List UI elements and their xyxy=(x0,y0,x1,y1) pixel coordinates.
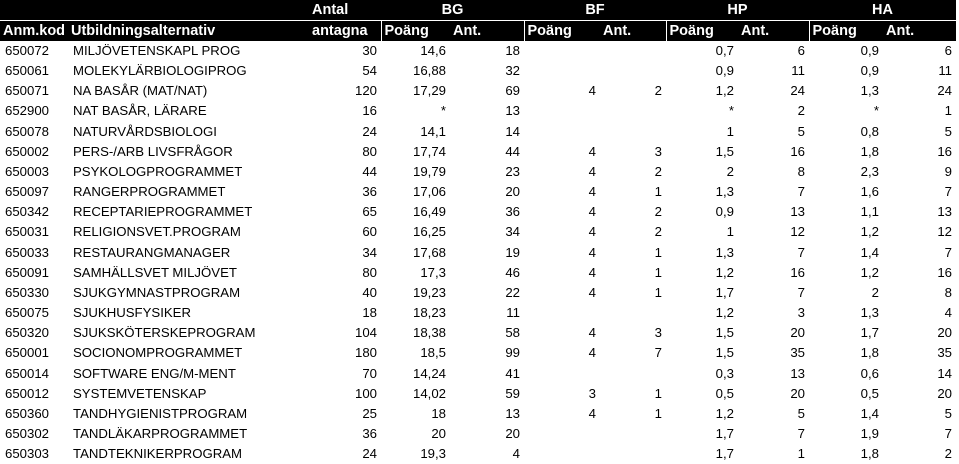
table-row xyxy=(0,162,956,182)
bf-ant-cell: 1 xyxy=(654,405,662,421)
bg-ant-cell: 14 xyxy=(505,123,520,139)
antal-cell: 65 xyxy=(362,204,377,220)
hp-poang-cell: 1,5 xyxy=(715,345,734,361)
bf-poang-cell: 4 xyxy=(588,204,596,220)
name-cell: RANGERPROGRAMMET xyxy=(73,184,226,200)
bg-ant-cell: 13 xyxy=(505,103,520,119)
ha-ant-cell: 5 xyxy=(944,123,953,139)
name-cell: TANDTEKNIKERPROGRAM xyxy=(73,446,243,462)
bf-ant-cell xyxy=(600,444,666,464)
name-cell: TANDLÄKARPROGRAMMET xyxy=(73,425,248,441)
hp-ant-cell: 16 xyxy=(790,143,805,159)
bg-ant-cell: 41 xyxy=(505,365,520,381)
header-ha-ant: Ant. xyxy=(883,21,956,42)
ha-poang-cell: 1,4 xyxy=(860,405,879,421)
bf-poang-cell xyxy=(524,444,600,464)
antal-cell: 30 xyxy=(362,43,377,58)
table-row xyxy=(0,142,956,162)
ha-poang-cell: 1,7 xyxy=(860,325,879,341)
header-row-groups xyxy=(0,0,956,21)
bf-poang-cell xyxy=(524,424,600,444)
kod-cell: 650091 xyxy=(5,264,50,280)
name-cell: NATURVÅRDSBIOLOGI xyxy=(73,123,217,139)
ha-poang-cell: 1,3 xyxy=(860,305,879,321)
header-antal: Antal xyxy=(309,0,381,21)
table-row xyxy=(0,404,956,424)
kod-cell: 650342 xyxy=(5,204,50,220)
table-row xyxy=(0,81,956,101)
table-row xyxy=(0,283,956,303)
antal-cell: 16 xyxy=(362,103,377,119)
bf-poang-cell: 4 xyxy=(588,244,596,260)
hp-ant-cell: 5 xyxy=(797,405,805,421)
hp-poang-cell: 1,7 xyxy=(715,284,734,300)
ha-poang-cell: 1,8 xyxy=(860,143,879,159)
hp-poang-cell: 0,9 xyxy=(715,63,734,79)
bg-poang-cell: 17,74 xyxy=(412,143,446,159)
header-hp-poang: Poäng xyxy=(666,21,738,42)
bg-poang-cell: 18,5 xyxy=(420,345,446,361)
kod-cell: 650075 xyxy=(5,305,50,321)
ha-poang-cell: 1,4 xyxy=(860,244,879,260)
ha-ant-cell: 8 xyxy=(944,284,953,300)
hp-ant-cell: 11 xyxy=(791,63,805,79)
hp-poang-cell: 1,3 xyxy=(715,244,734,260)
name-cell: SYSTEMVETENSKAP xyxy=(73,385,207,401)
antal-cell: 36 xyxy=(362,425,377,441)
ha-ant-cell: 5 xyxy=(944,405,953,421)
hp-ant-cell: 16 xyxy=(790,264,805,280)
hp-poang-cell: 1,2 xyxy=(715,264,734,280)
bg-poang-cell: 14,02 xyxy=(412,385,446,401)
bg-ant-cell: 59 xyxy=(505,385,520,401)
name-cell: NAT BASÅR, LÄRARE xyxy=(73,103,207,119)
name-cell: PSYKOLOGPROGRAMMET xyxy=(73,163,243,179)
hp-poang-cell: 0,3 xyxy=(715,365,734,381)
ha-poang-cell: 1,6 xyxy=(860,184,879,200)
bf-ant-cell xyxy=(600,364,666,384)
antal-cell: 70 xyxy=(362,365,377,381)
antal-cell: 34 xyxy=(362,244,377,260)
kod-cell: 650003 xyxy=(5,163,50,179)
ha-poang-cell: 0,9 xyxy=(860,43,879,58)
kod-cell: 650031 xyxy=(5,224,50,240)
ha-ant-cell: 7 xyxy=(944,184,953,200)
bg-ant-cell: 19 xyxy=(505,244,520,260)
bf-ant-cell: 1 xyxy=(654,244,662,260)
ha-poang-cell: 1,2 xyxy=(860,264,879,280)
table-row xyxy=(0,444,956,464)
bg-poang-cell: 17,68 xyxy=(412,244,446,260)
ha-ant-cell: 24 xyxy=(937,83,953,99)
bg-poang-cell: 17,3 xyxy=(420,264,446,280)
ha-ant-cell: 4 xyxy=(944,305,953,321)
bg-ant-cell: 11 xyxy=(506,305,520,321)
bf-ant-cell: 7 xyxy=(654,345,662,361)
bf-ant-cell: 3 xyxy=(654,143,662,159)
ha-ant-cell: 1 xyxy=(944,103,953,119)
header-bf-poang: Poäng xyxy=(524,21,600,42)
bg-ant-cell: 20 xyxy=(505,425,520,441)
bf-poang-cell: 4 xyxy=(588,224,596,240)
table-row xyxy=(0,122,956,142)
table-row xyxy=(0,263,956,283)
header-bf-ant: Ant. xyxy=(600,21,666,42)
bg-poang-cell: 14,24 xyxy=(412,365,446,381)
hp-poang-cell: 1,2 xyxy=(715,83,734,99)
bf-ant-cell: 2 xyxy=(654,163,662,179)
name-cell: RECEPTARIEPROGRAMMET xyxy=(73,204,253,220)
hp-poang-cell: 1,3 xyxy=(715,184,734,200)
hp-poang-cell: * xyxy=(728,103,734,119)
ha-poang-cell: 0,9 xyxy=(860,63,879,79)
bf-poang-cell xyxy=(524,101,600,121)
bf-poang-cell: 4 xyxy=(588,325,596,341)
name-cell: RESTAURANGMANAGER xyxy=(73,244,231,260)
kod-cell: 650014 xyxy=(5,365,50,381)
antal-cell: 40 xyxy=(362,284,377,300)
ha-ant-cell: 12 xyxy=(937,224,953,240)
hp-ant-cell: 35 xyxy=(790,345,805,361)
kod-cell: 650303 xyxy=(5,446,50,462)
hp-ant-cell: 24 xyxy=(790,83,805,99)
ha-ant-cell: 9 xyxy=(944,163,953,179)
bg-ant-cell: 44 xyxy=(505,143,520,159)
hp-ant-cell: 7 xyxy=(797,184,805,200)
bf-ant-cell: 2 xyxy=(654,83,662,99)
name-cell: SOCIONOMPROGRAMMET xyxy=(73,345,243,361)
hp-poang-cell: 1,5 xyxy=(715,325,734,341)
ha-ant-cell: 13 xyxy=(937,204,953,220)
bf-poang-cell: 3 xyxy=(588,385,596,401)
header-group-bf: BF xyxy=(524,0,666,21)
hp-ant-cell: 20 xyxy=(790,385,805,401)
bf-poang-cell xyxy=(524,364,600,384)
antal-cell: 80 xyxy=(362,143,377,159)
name-cell: SOFTWARE ENG/M-MENT xyxy=(73,365,236,381)
table-row xyxy=(0,364,956,384)
antal-cell: 120 xyxy=(354,83,377,99)
hp-ant-cell: 13 xyxy=(790,365,805,381)
bg-poang-cell: 19,79 xyxy=(412,163,446,179)
antal-cell: 24 xyxy=(362,446,377,462)
bf-ant-cell: 1 xyxy=(654,264,662,280)
ha-poang-cell: 1,9 xyxy=(860,425,879,441)
kod-cell: 650012 xyxy=(5,385,50,401)
ha-ant-cell: 2 xyxy=(944,446,953,462)
table-row xyxy=(0,323,956,343)
kod-cell: 650001 xyxy=(5,345,50,361)
ha-ant-cell: 6 xyxy=(944,43,953,58)
bg-ant-cell: 4 xyxy=(512,446,520,462)
antal-cell: 104 xyxy=(354,325,377,341)
hp-ant-cell: 7 xyxy=(797,284,805,300)
bf-ant-cell xyxy=(600,303,666,323)
table-row xyxy=(0,101,956,121)
hp-poang-cell: 1 xyxy=(726,224,734,240)
header-antagna: antagna xyxy=(309,21,381,42)
ha-ant-cell: 11 xyxy=(938,63,953,79)
ha-poang-cell: 0,5 xyxy=(860,385,879,401)
table-row xyxy=(0,41,956,61)
bf-ant-cell xyxy=(600,61,666,81)
hp-poang-cell: 1,7 xyxy=(715,425,734,441)
bg-ant-cell: 13 xyxy=(505,405,520,421)
ha-poang-cell: 0,8 xyxy=(860,123,879,139)
name-cell: SJUKSKÖTERSKEPROGRAM xyxy=(73,325,256,341)
bf-poang-cell xyxy=(524,61,600,81)
ha-poang-cell: 1,1 xyxy=(860,204,879,220)
bg-poang-cell: 16,49 xyxy=(412,204,446,220)
kod-cell: 650097 xyxy=(5,184,50,200)
antal-cell: 44 xyxy=(362,163,377,179)
bg-poang-cell: 19,23 xyxy=(412,284,446,300)
bf-ant-cell xyxy=(600,41,666,61)
bg-poang-cell: 19,3 xyxy=(420,446,446,462)
bf-ant-cell xyxy=(600,424,666,444)
header-blank-name xyxy=(68,0,309,21)
bf-ant-cell xyxy=(600,101,666,121)
table-row xyxy=(0,384,956,404)
bg-ant-cell: 69 xyxy=(505,83,520,99)
header-hp-ant: Ant. xyxy=(738,21,809,42)
table-row xyxy=(0,303,956,323)
hp-ant-cell: 5 xyxy=(797,123,805,139)
bg-ant-cell: 58 xyxy=(505,325,520,341)
kod-cell: 650071 xyxy=(5,83,50,99)
kod-cell: 650320 xyxy=(5,325,50,341)
kod-cell: 650078 xyxy=(5,123,50,139)
bg-ant-cell: 18 xyxy=(505,43,520,58)
ha-poang-cell: 1,8 xyxy=(860,446,879,462)
hp-ant-cell: 6 xyxy=(797,43,805,58)
bf-poang-cell: 4 xyxy=(588,143,596,159)
name-cell: PERS-/ARB LIVSFRÅGOR xyxy=(73,143,233,159)
ha-poang-cell: 1,2 xyxy=(860,224,879,240)
bf-ant-cell: 1 xyxy=(654,385,662,401)
header-bg-poang: Poäng xyxy=(381,21,450,42)
bg-poang-cell: 16,25 xyxy=(412,224,446,240)
bf-ant-cell: 3 xyxy=(654,325,662,341)
bf-poang-cell xyxy=(524,122,600,142)
table-row xyxy=(0,222,956,242)
hp-poang-cell: 0,5 xyxy=(715,385,734,401)
hp-poang-cell: 1,7 xyxy=(715,446,734,462)
name-cell: RELIGIONSVET.PROGRAM xyxy=(73,224,241,240)
header-group-hp: HP xyxy=(666,0,809,21)
bf-poang-cell: 4 xyxy=(588,405,596,421)
bg-poang-cell: 16,88 xyxy=(412,63,446,79)
antal-cell: 24 xyxy=(362,123,377,139)
bg-ant-cell: 99 xyxy=(505,345,520,361)
table-body xyxy=(0,41,956,464)
bf-poang-cell: 4 xyxy=(588,83,596,99)
bf-poang-cell xyxy=(524,303,600,323)
bf-ant-cell xyxy=(600,122,666,142)
antal-cell: 36 xyxy=(362,184,377,200)
hp-ant-cell: 13 xyxy=(790,204,805,220)
antal-cell: 80 xyxy=(362,264,377,280)
kod-cell: 650302 xyxy=(5,425,50,441)
header-blank-kod xyxy=(0,0,68,21)
kod-cell: 650072 xyxy=(5,43,50,58)
bg-ant-cell: 34 xyxy=(505,224,520,240)
hp-ant-cell: 8 xyxy=(797,163,805,179)
ha-poang-cell: 1,3 xyxy=(860,83,879,99)
name-cell: SJUKGYMNASTPROGRAM xyxy=(73,284,241,300)
bg-poang-cell: 17,06 xyxy=(412,184,446,200)
ha-ant-cell: 20 xyxy=(937,325,953,341)
name-cell: NA BASÅR (MAT/NAT) xyxy=(73,83,208,99)
antal-cell: 100 xyxy=(354,385,377,401)
ha-poang-cell: 2 xyxy=(871,284,879,300)
ha-poang-cell: 0,6 xyxy=(860,365,879,381)
bf-poang-cell: 4 xyxy=(588,345,596,361)
bg-poang-cell: 18 xyxy=(431,405,446,421)
header-bg-ant: Ant. xyxy=(450,21,524,42)
table-row xyxy=(0,182,956,202)
hp-ant-cell: 7 xyxy=(797,425,805,441)
ha-ant-cell: 16 xyxy=(937,143,953,159)
bg-ant-cell: 22 xyxy=(505,284,520,300)
name-cell: MILJÖVETENSKAPL PROG xyxy=(73,43,241,58)
bf-poang-cell: 4 xyxy=(588,163,596,179)
bf-ant-cell: 2 xyxy=(654,204,662,220)
bf-ant-cell: 1 xyxy=(654,284,662,300)
bg-poang-cell: 17,29 xyxy=(412,83,446,99)
header-group-ha: HA xyxy=(809,0,956,21)
kod-cell: 650360 xyxy=(5,405,50,421)
bg-poang-cell: 14,6 xyxy=(420,43,446,58)
table-row xyxy=(0,202,956,222)
table-row xyxy=(0,343,956,363)
antal-cell: 18 xyxy=(362,305,377,321)
ha-ant-cell: 14 xyxy=(937,365,953,381)
ha-ant-cell: 35 xyxy=(937,345,953,361)
hp-poang-cell: 0,7 xyxy=(715,43,734,58)
bg-poang-cell: 20 xyxy=(431,425,446,441)
table-row xyxy=(0,243,956,263)
hp-ant-cell: 1 xyxy=(797,446,805,462)
antal-cell: 60 xyxy=(362,224,377,240)
bg-poang-cell: 14,1 xyxy=(420,123,446,139)
kod-cell: 650330 xyxy=(5,284,50,300)
header-group-bg: BG xyxy=(381,0,524,21)
bf-ant-cell: 1 xyxy=(654,184,662,200)
hp-poang-cell: 1,2 xyxy=(715,405,734,421)
hp-poang-cell: 1,2 xyxy=(715,305,734,321)
hp-ant-cell: 12 xyxy=(790,224,805,240)
ha-poang-cell: * xyxy=(873,103,879,119)
kod-cell: 650033 xyxy=(5,244,50,260)
kod-cell: 650002 xyxy=(5,143,50,159)
header-ha-poang: Poäng xyxy=(809,21,883,42)
bg-poang-cell: 18,38 xyxy=(412,325,446,341)
bg-ant-cell: 46 xyxy=(505,264,520,280)
bg-ant-cell: 32 xyxy=(505,63,520,79)
bf-poang-cell xyxy=(524,41,600,61)
name-cell: SJUKHUSFYSIKER xyxy=(73,305,191,321)
ha-ant-cell: 16 xyxy=(937,264,953,280)
hp-ant-cell: 2 xyxy=(797,103,805,119)
ha-ant-cell: 7 xyxy=(944,244,953,260)
header-kod: Anm.kod xyxy=(0,21,68,42)
bg-ant-cell: 20 xyxy=(505,184,520,200)
kod-cell: 650061 xyxy=(5,63,50,79)
ha-poang-cell: 1,8 xyxy=(860,345,879,361)
header-row-columns xyxy=(0,21,956,42)
bg-ant-cell: 23 xyxy=(505,163,520,179)
name-cell: TANDHYGIENISTPROGRAM xyxy=(73,405,248,421)
hp-ant-cell: 7 xyxy=(797,244,805,260)
name-cell: SAMHÄLLSVET MILJÖVET xyxy=(73,264,237,280)
bg-ant-cell: 36 xyxy=(505,204,520,220)
hp-ant-cell: 20 xyxy=(790,325,805,341)
ha-ant-cell: 7 xyxy=(944,425,953,441)
hp-ant-cell: 3 xyxy=(797,305,805,321)
antal-cell: 54 xyxy=(362,63,377,79)
bg-poang-cell: 18,23 xyxy=(412,305,446,321)
table-row xyxy=(0,61,956,81)
hp-poang-cell: 0,9 xyxy=(715,204,734,220)
name-cell: MOLEKYLÄRBIOLOGIPROG xyxy=(73,63,247,79)
header-utbildningsalternativ: Utbildningsalternativ xyxy=(68,21,309,42)
bg-poang-cell: * xyxy=(440,103,446,119)
table-row xyxy=(0,424,956,444)
ha-ant-cell: 20 xyxy=(937,385,953,401)
bf-poang-cell: 4 xyxy=(588,284,596,300)
bf-poang-cell: 4 xyxy=(588,184,596,200)
hp-poang-cell: 2 xyxy=(726,163,734,179)
bf-ant-cell: 2 xyxy=(654,224,662,240)
kod-cell: 652900 xyxy=(5,103,50,119)
hp-poang-cell: 1 xyxy=(726,123,734,139)
ha-poang-cell: 2,3 xyxy=(860,163,879,179)
bf-poang-cell: 4 xyxy=(588,264,596,280)
antal-cell: 180 xyxy=(354,345,377,361)
hp-poang-cell: 1,5 xyxy=(715,143,734,159)
antal-cell: 25 xyxy=(362,405,377,421)
